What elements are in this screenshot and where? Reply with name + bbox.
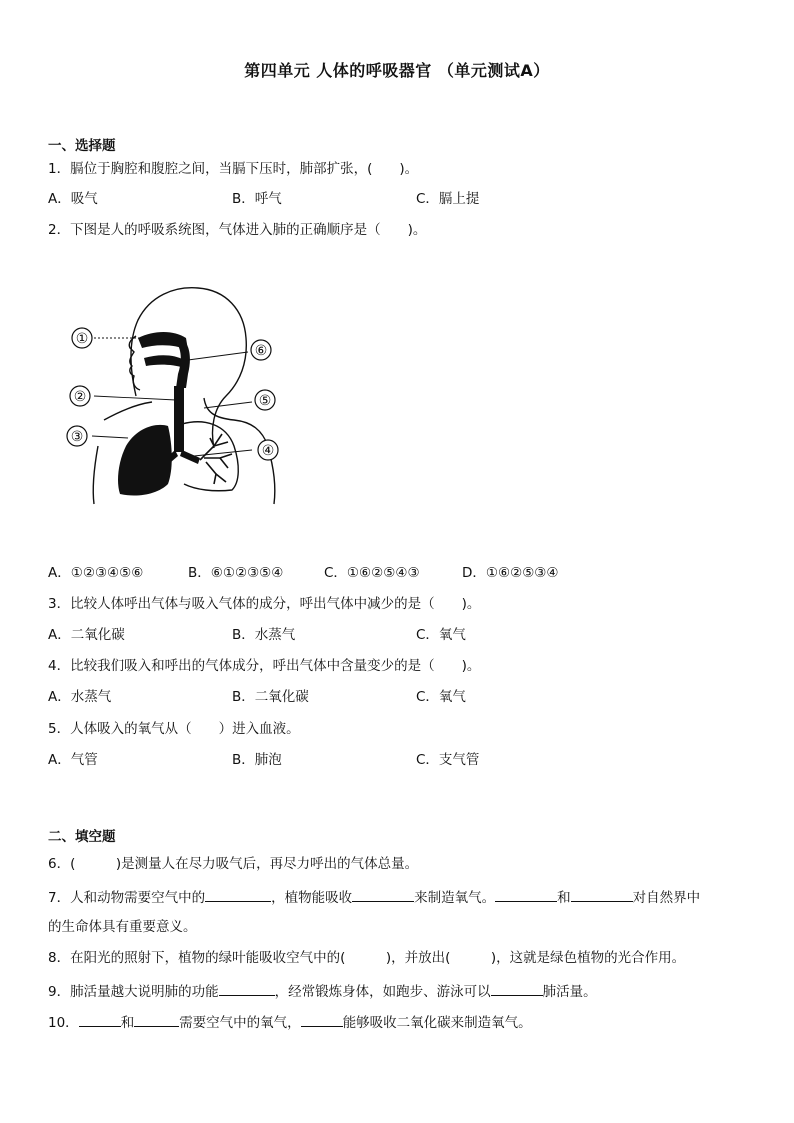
bronchial-tree	[200, 434, 232, 484]
diagram-label-5: ⑤	[258, 393, 272, 409]
question-9-part-a: 9．肺活量越大说明肺的功能	[48, 984, 219, 1000]
question-7-part-c: 来制造氧气。	[414, 890, 496, 906]
question-5-options	[48, 751, 748, 769]
answer-blank[interactable]	[219, 981, 275, 996]
option-b: B．肺泡	[232, 752, 282, 768]
question-7-part-a: 7．人和动物需要空气中的	[48, 890, 206, 906]
answer-blank[interactable]	[491, 981, 543, 996]
question-4: 4．比较我们吸入和呼出的气体成分，呼出气体中含量变少的是（ )。	[48, 658, 481, 674]
option-c: C．膈上提	[416, 191, 480, 207]
diagram-label-3: ③	[70, 429, 84, 445]
answer-blank[interactable]	[79, 1012, 121, 1027]
section-heading-fill: 二、填空题	[48, 829, 116, 845]
option-a: A．气管	[48, 752, 98, 768]
option-b: B．水蒸气	[232, 627, 296, 643]
option-b: B．二氧化碳	[232, 689, 309, 705]
question-9	[48, 981, 597, 1001]
question-5: 5．人体吸入的氧气从（ ）进入血液。	[48, 721, 300, 737]
option-c: C．氧气	[416, 689, 466, 705]
question-9-part-b: ，经常锻炼身体，如跑步、游泳可以	[274, 984, 491, 1000]
option-d: D．①⑥②⑤③④	[462, 565, 559, 581]
answer-blank[interactable]	[352, 887, 414, 902]
question-7-part-d: 和	[557, 890, 571, 906]
option-a: A．吸气	[48, 191, 98, 207]
question-10-part-c: 需要空气中的氧气，	[179, 1015, 301, 1031]
question-1-options	[48, 190, 748, 208]
bronchus-right	[180, 450, 200, 464]
answer-blank[interactable]	[301, 1012, 343, 1027]
question-3-options	[48, 626, 748, 644]
question-2-options	[48, 564, 748, 582]
question-7-part-e: 对自然界中	[632, 890, 701, 906]
diagram-label-4: ④	[261, 443, 275, 459]
leader-lines	[92, 338, 252, 456]
option-a: A．①②③④⑤⑥	[48, 565, 144, 581]
option-c: C．氧气	[416, 627, 466, 643]
question-2: 2．下图是人的呼吸系统图，气体进入肺的正确顺序是（ )。	[48, 222, 427, 238]
torso-left	[93, 446, 98, 504]
answer-blank[interactable]	[134, 1012, 179, 1027]
question-8: 8．在阳光的照射下，植物的绿叶能吸收空气中的( )，并放出( )，这就是绿色植物的光合作用。	[48, 950, 686, 966]
lung-left	[118, 425, 172, 496]
option-b: B．呼气	[232, 191, 282, 207]
diagram-label-6: ⑥	[254, 343, 268, 359]
section-heading-choice: 一、选择题	[48, 138, 116, 154]
answer-blank[interactable]	[495, 887, 557, 902]
diagram-label-2: ②	[73, 389, 87, 405]
question-1: 1．膈位于胸腔和腹腔之间，当膈下压时，肺部扩张，( )。	[48, 161, 419, 177]
page-title: 第四单元 人体的呼吸器官 （单元测试A）	[244, 61, 550, 80]
question-10	[48, 1012, 532, 1032]
option-c: C．支气管	[416, 752, 480, 768]
respiratory-system-diagram	[64, 278, 286, 506]
respiratory-diagram-svg	[64, 278, 286, 506]
question-4-options	[48, 688, 748, 706]
trachea	[174, 386, 184, 452]
question-3: 3．比较人体呼出气体与吸入气体的成分，呼出气体中减少的是（ )。	[48, 596, 481, 612]
answer-blank[interactable]	[571, 887, 633, 902]
option-b: B．⑥①②③⑤④	[188, 565, 284, 581]
option-a: A．二氧化碳	[48, 627, 125, 643]
answer-blank[interactable]	[205, 887, 271, 902]
question-9-part-c: 肺活量。	[542, 984, 597, 1000]
question-6: 6．( )是测量人在尽力吸气后，再尽力呼出的气体总量。	[48, 856, 419, 872]
question-7-line-2: 的生命体具有重要意义。	[48, 919, 197, 935]
shoulder-left	[104, 402, 152, 420]
oral-cavity	[144, 355, 184, 368]
question-7	[48, 887, 700, 907]
question-10-part-d: 能够吸收二氧化碳来制造氧气。	[342, 1015, 532, 1031]
question-10-part-a: 10．	[48, 1015, 79, 1031]
diagram-label-1: ①	[75, 331, 89, 347]
question-10-part-b: 和	[120, 1015, 135, 1031]
option-a: A．水蒸气	[48, 689, 112, 705]
question-7-part-b: ，植物能吸收	[271, 890, 353, 906]
option-c: C．①⑥②⑤④③	[324, 565, 420, 581]
